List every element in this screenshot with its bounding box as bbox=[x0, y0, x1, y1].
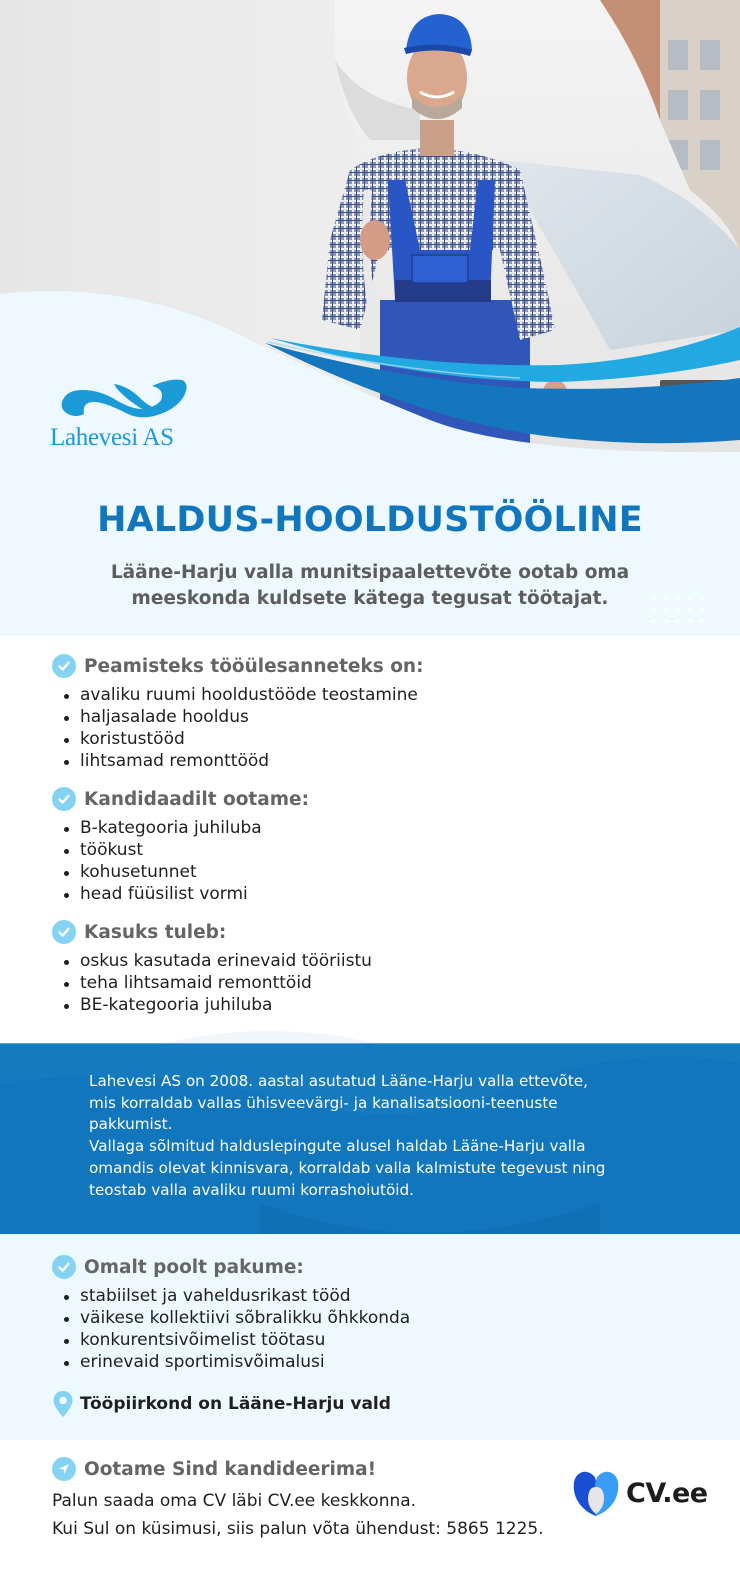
tasks-list bbox=[52, 684, 424, 772]
location-text: Tööpiirkond on Lääne-Harju vald bbox=[80, 1394, 391, 1414]
tasks-group bbox=[52, 654, 424, 772]
offer-list bbox=[52, 1285, 410, 1373]
offer-heading: Omalt poolt pakume: bbox=[84, 1256, 304, 1278]
send-icon bbox=[52, 1457, 76, 1481]
check-circle-icon bbox=[52, 654, 76, 678]
requirements-section bbox=[0, 636, 740, 1044]
contact-group bbox=[52, 1457, 544, 1543]
list-item: töökust bbox=[52, 839, 309, 861]
butterfly-wave-icon bbox=[58, 372, 190, 428]
list-item: erinevaid sportimisvõimalusi bbox=[52, 1351, 410, 1373]
about-paragraph: Lahevesi AS on 2008. aastal asutatud Lääne-Harju valla ettevõte, mis korraldab vallas ühisveevärgi- ja kanalisatsiooni-teenuste pakkumist. bbox=[89, 1072, 588, 1134]
contact-line: Kui Sul on küsimusi, siis palun võta ühendust: 5865 1225. bbox=[52, 1519, 544, 1539]
contact-line: Palun saada oma CV läbi CV.ee keskkonna. bbox=[52, 1491, 417, 1511]
about-text bbox=[89, 1071, 659, 1201]
list-item: B-kategooria juhiluba bbox=[52, 817, 309, 839]
check-circle-icon bbox=[52, 787, 76, 811]
advantages-heading: Kasuks tuleb: bbox=[84, 921, 227, 943]
requirements-group bbox=[52, 787, 309, 905]
decorative-dot-grid bbox=[652, 596, 712, 626]
subtitle-line: meeskonda kuldsete kätega tegusat töötajat. bbox=[131, 588, 609, 609]
list-item: väikese kollektiivi sõbralikku õhkkonda bbox=[52, 1307, 410, 1329]
check-circle-icon bbox=[52, 1255, 76, 1279]
list-item: lihtsamad remonttööd bbox=[52, 750, 424, 772]
map-pin-icon bbox=[52, 1390, 74, 1418]
company-logo bbox=[50, 372, 192, 452]
decorative-wave bbox=[0, 1024, 740, 1044]
job-subtitle bbox=[0, 560, 740, 612]
about-company-section bbox=[0, 1043, 740, 1234]
company-logo-text: Lahevesi AS bbox=[50, 424, 174, 451]
list-item: stabiilset ja vaheldusrikast tööd bbox=[52, 1285, 410, 1307]
requirements-list bbox=[52, 817, 309, 905]
cv-ee-logo[interactable] bbox=[572, 1468, 708, 1518]
hero-section bbox=[0, 0, 740, 636]
cv-ee-heart-icon bbox=[572, 1468, 620, 1518]
job-title: HALDUS-HOOLDUSTÖÖLINE bbox=[97, 500, 643, 540]
list-item: kohusetunnet bbox=[52, 861, 309, 883]
list-item: BE-kategooria juhiluba bbox=[52, 994, 372, 1016]
list-item: haljasalade hooldus bbox=[52, 706, 424, 728]
list-item: konkurentsivõimelist töötasu bbox=[52, 1329, 410, 1351]
advantages-group bbox=[52, 920, 372, 1016]
list-item: koristustööd bbox=[52, 728, 424, 750]
list-item: head füüsilist vormi bbox=[52, 883, 309, 905]
requirements-heading: Kandidaadilt ootame: bbox=[84, 788, 309, 810]
about-paragraph: Vallaga sõlmitud halduslepingute alusel haldab Lääne-Harju valla omandis olevat kinnisvara, korraldab valla kalmistute tegevust ning teostab valla avaliku ruumi korrashoiutöid. bbox=[89, 1137, 606, 1199]
list-item: avaliku ruumi hooldustööde teostamine bbox=[52, 684, 424, 706]
list-item: oskus kasutada erinevaid tööriistu bbox=[52, 950, 372, 972]
tasks-heading: Peamisteks tööülesanneteks on: bbox=[84, 655, 424, 677]
cv-ee-logo-text: CV.ee bbox=[626, 1477, 708, 1509]
advantages-list bbox=[52, 950, 372, 1016]
offer-group bbox=[52, 1255, 410, 1373]
subtitle-line: Lääne-Harju valla munitsipaalettevõte ootab oma bbox=[110, 562, 630, 583]
list-item: teha lihtsamaid remonttöid bbox=[52, 972, 372, 994]
work-location bbox=[52, 1390, 391, 1418]
contact-heading: Ootame Sind kandideerima! bbox=[84, 1458, 377, 1480]
check-circle-icon bbox=[52, 920, 76, 944]
